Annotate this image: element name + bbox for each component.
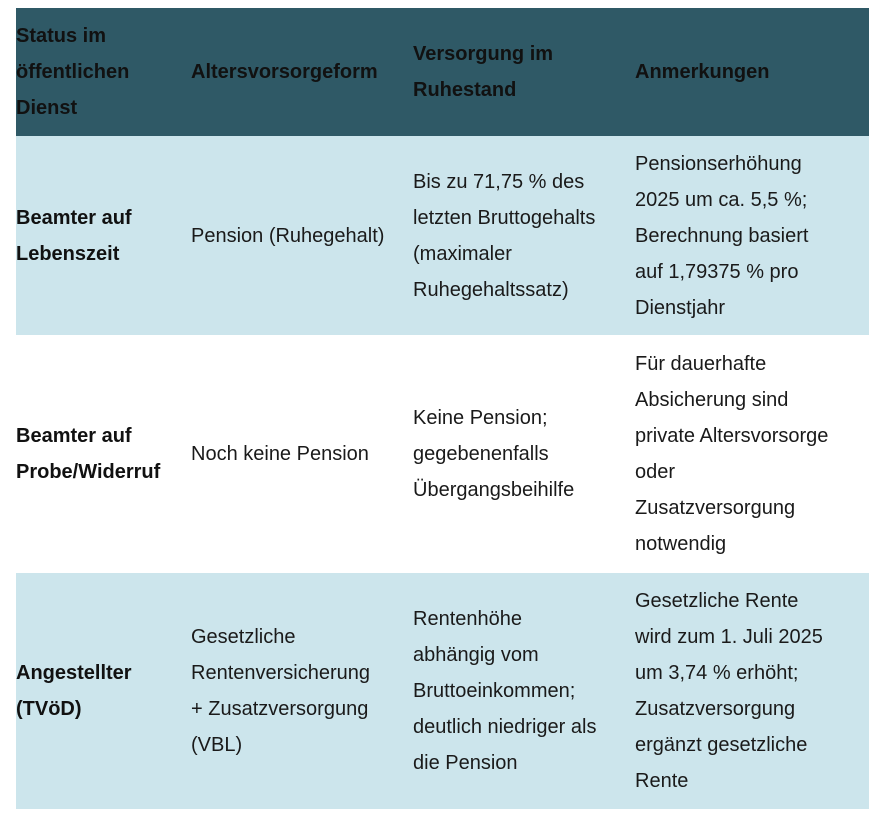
header-anmerkungen: Anmerkungen [635, 61, 770, 83]
header-status: Status im öffentlichen Dienst [16, 25, 130, 119]
table-row [16, 136, 869, 335]
table-body [16, 136, 869, 809]
table-header-row [16, 8, 869, 136]
pension-comparison-table [16, 8, 869, 809]
cell-status: Beamter auf Lebenszeit [16, 206, 132, 265]
cell-anmerkungen: Pensionserhöhung 2025 um ca. 5,5 %; Berechnung basiert auf 1,79375 % pro Dienstjahr [635, 152, 809, 319]
cell-versorgung: Bis zu 71,75 % des letzten Bruttogehalts (maximaler Ruhegehaltssatz) [413, 170, 596, 301]
header-altersvorsorgeform: Altersvorsorgeform [191, 61, 378, 83]
table-row [16, 335, 869, 573]
header-versorgung: Versorgung im Ruhestand [413, 43, 554, 101]
cell-anmerkungen: Für dauerhafte Absicherung sind private Altersvorsorge oder Zusatzversorgung notwendig [635, 353, 829, 555]
cell-status: Beamter auf Probe/Widerruf [16, 425, 161, 483]
table-header [16, 8, 869, 136]
table-row [16, 573, 869, 809]
cell-status: Angestellter (TVöD) [16, 662, 132, 720]
cell-form: Gesetzliche Rentenversicherung + Zusatzversorgung (VBL) [191, 626, 370, 756]
pension-comparison-table-container [16, 8, 869, 809]
cell-form: Pension (Ruhegehalt) [191, 224, 385, 247]
cell-form: Noch keine Pension [191, 443, 369, 465]
cell-anmerkungen: Gesetzliche Rente wird zum 1. Juli 2025 um 3,74 % erhöht; Zusatzversorgung ergänzt gesetzliche Rente [635, 590, 823, 792]
cell-versorgung: Keine Pension; gegebenenfalls Übergangsbeihilfe [413, 407, 575, 501]
cell-versorgung: Rentenhöhe abhängig vom Bruttoeinkommen; deutlich niedriger als die Pension [413, 608, 597, 774]
